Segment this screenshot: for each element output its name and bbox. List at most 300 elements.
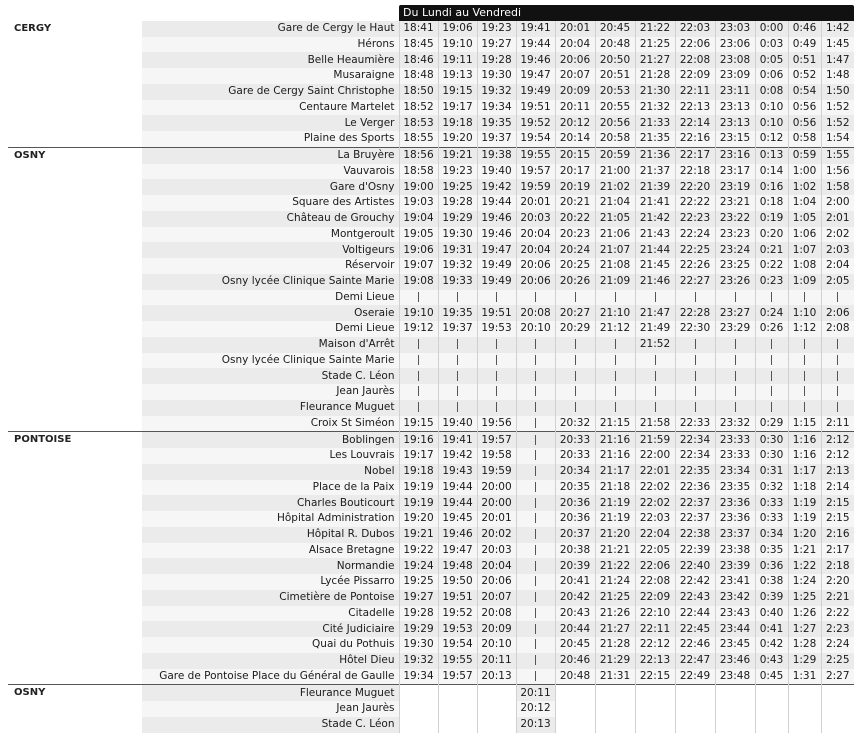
departure-time: 0:33 <box>755 495 788 511</box>
departure-time: 21:20 <box>595 527 635 543</box>
departure-time: 19:41 <box>516 21 555 37</box>
departure-time: 19:57 <box>516 164 555 180</box>
stop-name: Charles Bouticourt <box>142 495 399 511</box>
departure-time: 19:22 <box>399 543 438 559</box>
departure-time: 2:27 <box>821 669 854 685</box>
departure-time: 23:15 <box>715 131 755 147</box>
departure-time: 23:45 <box>715 637 755 653</box>
departure-time: 19:59 <box>516 179 555 195</box>
departure-time: 1:19 <box>788 495 821 511</box>
departure-time: 18:46 <box>399 52 438 68</box>
departure-time: 19:44 <box>516 37 555 53</box>
timetable-body <box>8 21 854 733</box>
empty-cell <box>715 701 755 717</box>
commune-label <box>8 495 142 511</box>
departure-time: 20:11 <box>477 653 516 669</box>
departure-time: 20:35 <box>555 480 595 496</box>
departure-time: 2:22 <box>821 606 854 622</box>
departure-time: 1:47 <box>821 52 854 68</box>
departure-time: 23:42 <box>715 590 755 606</box>
departure-time: 22:37 <box>675 495 715 511</box>
stop-name: Hérons <box>142 37 399 53</box>
departure-time: 22:38 <box>675 527 715 543</box>
pass-through-marker <box>399 337 438 353</box>
commune-label <box>8 416 142 432</box>
departure-time: 22:15 <box>635 669 675 685</box>
departure-time: 18:50 <box>399 84 438 100</box>
pass-through-marker <box>715 384 755 400</box>
departure-time: 20:33 <box>555 448 595 464</box>
departure-time: 21:12 <box>595 321 635 337</box>
departure-time: 23:33 <box>715 432 755 448</box>
pass-through-marker <box>399 384 438 400</box>
departure-time: 19:51 <box>516 100 555 116</box>
departure-time: 20:44 <box>555 621 595 637</box>
departure-time: 19:43 <box>438 464 477 480</box>
departure-time: 20:04 <box>555 37 595 53</box>
commune-label <box>8 179 142 195</box>
departure-time: 2:00 <box>821 195 854 211</box>
departure-time: 2:12 <box>821 432 854 448</box>
departure-time: 19:15 <box>399 416 438 432</box>
departure-time: 18:41 <box>399 21 438 37</box>
empty-cell <box>821 701 854 717</box>
empty-cell <box>555 717 595 733</box>
departure-time: 19:35 <box>438 305 477 321</box>
pass-through-marker <box>516 669 555 685</box>
departure-time: 21:09 <box>595 274 635 290</box>
departure-time: 1:52 <box>821 100 854 116</box>
departure-time: 0:58 <box>788 131 821 147</box>
stop-name: Centaure Martelet <box>142 100 399 116</box>
departure-time: 19:34 <box>477 100 516 116</box>
empty-cell <box>821 717 854 733</box>
stop-name: Belle Heaumière <box>142 52 399 68</box>
pass-through-marker <box>516 384 555 400</box>
departure-time: 19:47 <box>516 68 555 84</box>
pass-through-marker <box>477 337 516 353</box>
stop-name: Hôtel Dieu <box>142 653 399 669</box>
pass-through-marker <box>635 290 675 306</box>
stop-name: Les Louvrais <box>142 448 399 464</box>
departure-time: 1:18 <box>788 480 821 496</box>
departure-time: 19:34 <box>399 669 438 685</box>
departure-time: 19:54 <box>438 637 477 653</box>
departure-time: 0:49 <box>788 37 821 53</box>
departure-time: 1:10 <box>788 305 821 321</box>
stop-name: Plaine des Sports <box>142 131 399 147</box>
pass-through-marker <box>516 432 555 448</box>
stop-name: Fleurance Muguet <box>142 400 399 416</box>
timetable-row <box>8 368 854 384</box>
departure-time: 23:41 <box>715 574 755 590</box>
departure-time: 22:01 <box>635 464 675 480</box>
departure-time: 22:02 <box>635 495 675 511</box>
departure-time: 21:02 <box>595 179 635 195</box>
departure-time: 22:36 <box>675 480 715 496</box>
pass-through-marker <box>555 368 595 384</box>
pass-through-marker <box>635 400 675 416</box>
departure-time: 21:42 <box>635 211 675 227</box>
departure-time: 19:35 <box>477 115 516 131</box>
departure-time: 20:58 <box>595 131 635 147</box>
departure-time: 2:12 <box>821 448 854 464</box>
pass-through-marker <box>821 384 854 400</box>
departure-time: 19:53 <box>477 321 516 337</box>
departure-time: 19:46 <box>516 52 555 68</box>
departure-time: 18:45 <box>399 37 438 53</box>
commune-label <box>8 543 142 559</box>
departure-time: 19:42 <box>438 448 477 464</box>
departure-time: 20:38 <box>555 543 595 559</box>
pass-through-marker <box>438 290 477 306</box>
departure-time: 19:47 <box>477 242 516 258</box>
pass-through-marker <box>438 337 477 353</box>
stop-name: Citadelle <box>142 606 399 622</box>
departure-time: 0:56 <box>788 115 821 131</box>
departure-time: 0:12 <box>755 131 788 147</box>
pass-through-marker <box>555 384 595 400</box>
departure-time: 1:25 <box>788 590 821 606</box>
departure-time: 0:43 <box>755 653 788 669</box>
empty-cell <box>399 685 438 701</box>
pass-through-marker <box>438 384 477 400</box>
departure-time: 19:19 <box>399 495 438 511</box>
commune-label <box>8 637 142 653</box>
stop-name: Lycée Pissarro <box>142 574 399 590</box>
departure-time: 22:26 <box>675 258 715 274</box>
pass-through-marker <box>788 368 821 384</box>
departure-time: 19:47 <box>438 543 477 559</box>
departure-time: 22:17 <box>675 147 715 163</box>
departure-time: 19:50 <box>438 574 477 590</box>
stop-name: Hôpital Administration <box>142 511 399 527</box>
departure-time: 21:47 <box>635 305 675 321</box>
departure-time: 19:24 <box>399 558 438 574</box>
departure-time: 23:08 <box>715 52 755 68</box>
pass-through-marker <box>675 290 715 306</box>
departure-time: 19:56 <box>477 416 516 432</box>
pass-through-marker <box>516 590 555 606</box>
timetable-row <box>8 68 854 84</box>
commune-label: PONTOISE <box>8 432 142 448</box>
timetable-row <box>8 653 854 669</box>
pass-through-marker <box>715 368 755 384</box>
departure-time: 19:46 <box>477 227 516 243</box>
departure-time: 2:04 <box>821 258 854 274</box>
stop-name: Normandie <box>142 558 399 574</box>
commune-label: CERGY <box>8 21 142 37</box>
departure-time: 1:19 <box>788 511 821 527</box>
timetable-row <box>8 147 854 163</box>
pass-through-marker <box>399 368 438 384</box>
pass-through-marker <box>755 368 788 384</box>
stop-name: Maison d'Arrêt <box>142 337 399 353</box>
departure-time: 20:23 <box>555 227 595 243</box>
departure-time: 1:20 <box>788 527 821 543</box>
departure-time: 21:08 <box>595 258 635 274</box>
departure-time: 19:57 <box>477 432 516 448</box>
pass-through-marker <box>438 368 477 384</box>
timetable-row <box>8 637 854 653</box>
departure-time: 21:46 <box>635 274 675 290</box>
departure-time: 23:11 <box>715 84 755 100</box>
departure-time: 22:34 <box>675 448 715 464</box>
departure-time: 20:56 <box>595 115 635 131</box>
departure-time: 21:22 <box>595 558 635 574</box>
departure-time: 2:08 <box>821 321 854 337</box>
departure-time: 23:17 <box>715 164 755 180</box>
pass-through-marker <box>715 400 755 416</box>
stop-name: Alsace Bretagne <box>142 543 399 559</box>
departure-time: 21:04 <box>595 195 635 211</box>
departure-time: 21:33 <box>635 115 675 131</box>
stop-name: Square des Artistes <box>142 195 399 211</box>
departure-time: 1:15 <box>788 416 821 432</box>
stop-name: Cimetière de Pontoise <box>142 590 399 606</box>
departure-time: 1:02 <box>788 179 821 195</box>
departure-time: 23:43 <box>715 606 755 622</box>
departure-time: 22:11 <box>635 621 675 637</box>
empty-cell <box>715 685 755 701</box>
departure-time: 23:06 <box>715 37 755 53</box>
empty-cell <box>788 717 821 733</box>
commune-label <box>8 621 142 637</box>
stop-name: Fleurance Muguet <box>142 685 399 701</box>
departure-time: 20:55 <box>595 100 635 116</box>
departure-time: 19:00 <box>399 179 438 195</box>
timetable-row <box>8 242 854 258</box>
departure-time: 20:45 <box>595 21 635 37</box>
departure-time: 19:53 <box>438 621 477 637</box>
departure-time: 20:13 <box>516 717 555 733</box>
pass-through-marker <box>755 290 788 306</box>
departure-time: 22:10 <box>635 606 675 622</box>
departure-time: 19:10 <box>438 37 477 53</box>
departure-time: 2:14 <box>821 480 854 496</box>
empty-cell <box>438 717 477 733</box>
timetable-row <box>8 100 854 116</box>
departure-time: 19:13 <box>438 68 477 84</box>
departure-time: 0:24 <box>755 305 788 321</box>
departure-time: 21:41 <box>635 195 675 211</box>
pass-through-marker <box>516 543 555 559</box>
pass-through-marker <box>516 558 555 574</box>
departure-time: 23:03 <box>715 21 755 37</box>
departure-time: 19:19 <box>399 480 438 496</box>
departure-time: 2:16 <box>821 527 854 543</box>
commune-label <box>8 258 142 274</box>
departure-time: 0:40 <box>755 606 788 622</box>
pass-through-marker <box>477 384 516 400</box>
pass-through-marker <box>399 400 438 416</box>
pass-through-marker <box>715 337 755 353</box>
departure-time: 21:26 <box>595 606 635 622</box>
timetable-row <box>8 685 854 701</box>
pass-through-marker <box>399 290 438 306</box>
departure-time: 1:58 <box>821 179 854 195</box>
departure-time: 2:23 <box>821 621 854 637</box>
pass-through-marker <box>595 290 635 306</box>
departure-time: 20:26 <box>555 274 595 290</box>
departure-time: 20:06 <box>516 274 555 290</box>
departure-time: 19:07 <box>399 258 438 274</box>
empty-cell <box>715 717 755 733</box>
departure-time: 20:46 <box>555 653 595 669</box>
timetable-row <box>8 669 854 685</box>
departure-time: 20:06 <box>477 574 516 590</box>
departure-time: 2:05 <box>821 274 854 290</box>
departure-time: 0:51 <box>788 52 821 68</box>
departure-time: 20:34 <box>555 464 595 480</box>
timetable-row <box>8 305 854 321</box>
departure-time: 21:31 <box>595 669 635 685</box>
commune-label <box>8 274 142 290</box>
departure-time: 19:08 <box>399 274 438 290</box>
commune-label <box>8 227 142 243</box>
pass-through-marker <box>821 368 854 384</box>
departure-time: 21:35 <box>635 131 675 147</box>
departure-time: 21:28 <box>595 637 635 653</box>
departure-time: 0:34 <box>755 527 788 543</box>
stop-name: Gare de Pontoise Place du Général de Gaulle <box>142 669 399 685</box>
departure-time: 1:08 <box>788 258 821 274</box>
timetable-header-row <box>8 5 854 21</box>
departure-time: 21:19 <box>595 495 635 511</box>
pass-through-marker <box>788 290 821 306</box>
pass-through-marker <box>555 353 595 369</box>
commune-label <box>8 337 142 353</box>
departure-time: 20:10 <box>516 321 555 337</box>
departure-time: 20:01 <box>555 21 595 37</box>
departure-time: 20:03 <box>516 211 555 227</box>
departure-time: 18:48 <box>399 68 438 84</box>
departure-time: 22:09 <box>675 68 715 84</box>
departure-time: 0:14 <box>755 164 788 180</box>
departure-time: 20:29 <box>555 321 595 337</box>
commune-label <box>8 653 142 669</box>
departure-time: 20:10 <box>477 637 516 653</box>
empty-cell <box>755 717 788 733</box>
departure-time: 21:29 <box>595 653 635 669</box>
timetable-row <box>8 574 854 590</box>
departure-time: 19:20 <box>399 511 438 527</box>
timetable-row <box>8 195 854 211</box>
departure-time: 20:12 <box>555 115 595 131</box>
commune-label <box>8 527 142 543</box>
departure-time: 19:28 <box>399 606 438 622</box>
departure-time: 23:44 <box>715 621 755 637</box>
departure-time: 22:18 <box>675 164 715 180</box>
commune-label <box>8 448 142 464</box>
pass-through-marker <box>788 353 821 369</box>
timetable-row <box>8 52 854 68</box>
empty-cell <box>477 701 516 717</box>
departure-time: 0:30 <box>755 448 788 464</box>
commune-label: OSNY <box>8 685 142 701</box>
departure-time: 0:26 <box>755 321 788 337</box>
departure-time: 0:22 <box>755 258 788 274</box>
empty-cell <box>675 701 715 717</box>
departure-time: 19:20 <box>438 131 477 147</box>
departure-time: 23:23 <box>715 227 755 243</box>
empty-cell <box>675 717 715 733</box>
departure-time: 18:56 <box>399 147 438 163</box>
pass-through-marker <box>477 353 516 369</box>
departure-time: 22:45 <box>675 621 715 637</box>
departure-time: 0:13 <box>755 147 788 163</box>
departure-time: 22:37 <box>675 511 715 527</box>
departure-time: 1:17 <box>788 464 821 480</box>
stop-name: Gare de Cergy le Haut <box>142 21 399 37</box>
departure-time: 20:00 <box>477 480 516 496</box>
departure-time: 19:44 <box>438 480 477 496</box>
departure-time: 19:40 <box>477 164 516 180</box>
departure-time: 22:47 <box>675 653 715 669</box>
departure-time: 0:23 <box>755 274 788 290</box>
departure-time: 23:19 <box>715 179 755 195</box>
pass-through-marker <box>516 400 555 416</box>
pass-through-marker <box>477 400 516 416</box>
stop-name: Gare de Cergy Saint Christophe <box>142 84 399 100</box>
departure-time: 0:08 <box>755 84 788 100</box>
pass-through-marker <box>675 384 715 400</box>
departure-time: 23:34 <box>715 464 755 480</box>
departure-time: 1:09 <box>788 274 821 290</box>
departure-time: 22:43 <box>675 590 715 606</box>
departure-time: 19:06 <box>399 242 438 258</box>
pass-through-marker <box>821 337 854 353</box>
departure-time: 22:28 <box>675 305 715 321</box>
timetable-row <box>8 448 854 464</box>
departure-time: 22:35 <box>675 464 715 480</box>
departure-time: 19:37 <box>438 321 477 337</box>
departure-time: 0:59 <box>788 147 821 163</box>
departure-time: 19:18 <box>438 115 477 131</box>
departure-time: 19:06 <box>438 21 477 37</box>
pass-through-marker <box>635 368 675 384</box>
departure-time: 21:49 <box>635 321 675 337</box>
pass-through-marker <box>595 384 635 400</box>
departure-time: 18:52 <box>399 100 438 116</box>
departure-time: 23:36 <box>715 511 755 527</box>
empty-cell <box>675 685 715 701</box>
departure-time: 22:27 <box>675 274 715 290</box>
departure-time: 0:10 <box>755 100 788 116</box>
stop-name: Réservoir <box>142 258 399 274</box>
departure-time: 23:22 <box>715 211 755 227</box>
commune-label <box>8 701 142 717</box>
departure-time: 0:31 <box>755 464 788 480</box>
departure-time: 21:45 <box>635 258 675 274</box>
departure-time: 21:18 <box>595 480 635 496</box>
timetable <box>8 5 854 733</box>
departure-time: 22:06 <box>635 558 675 574</box>
departure-time: 23:33 <box>715 448 755 464</box>
departure-time: 22:12 <box>635 637 675 653</box>
departure-time: 19:49 <box>477 258 516 274</box>
departure-time: 22:11 <box>675 84 715 100</box>
pass-through-marker <box>555 337 595 353</box>
departure-time: 22:09 <box>635 590 675 606</box>
departure-time: 23:35 <box>715 480 755 496</box>
pass-through-marker <box>516 448 555 464</box>
departure-time: 1:29 <box>788 653 821 669</box>
pass-through-marker <box>788 337 821 353</box>
departure-time: 1:16 <box>788 432 821 448</box>
empty-cell <box>399 717 438 733</box>
departure-time: 19:51 <box>477 305 516 321</box>
